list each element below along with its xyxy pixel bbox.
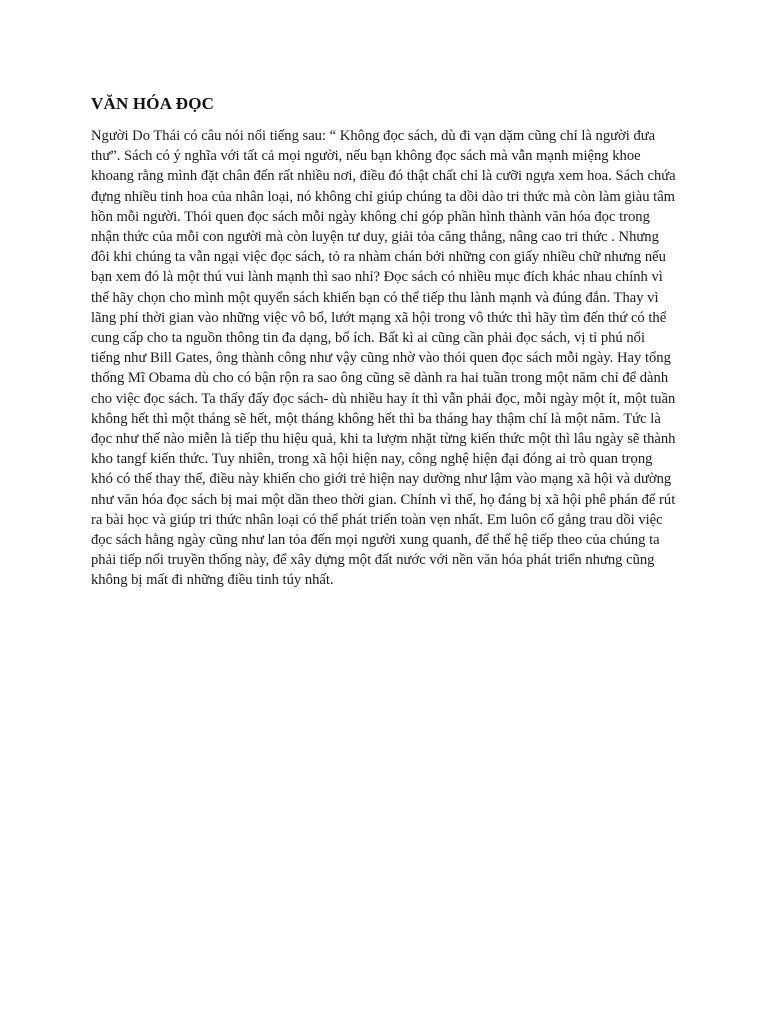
document-title: VĂN HÓA ĐỌC xyxy=(91,94,215,113)
document-body-paragraph: Người Do Thái có câu nói nổi tiếng sau: “ Không đọc sách, dù đi vạn dặm cũng chỉ là người đưa thư”. Sách có ý nghĩa với tất cả mọi người, nếu bạn không đọc sách mà vẫn mạnh miệng khoe khoang rằng mình đặt chân đến rất nhiều nơi, điều đó thật chất chỉ là cưỡi ngựa xem hoa. Sách chứa đựng nhiều tinh hoa của nhân loại, nó không chỉ giúp chúng ta dồi dào tri thức mà còn làm giàu tâm hồn mỗi người. Thói quen đọc sách mỗi ngày không chỉ góp phần hình thành văn hóa đọc trong nhận thức của mỗi con người mà còn luyện tư duy, giải tỏa căng thẳng, nâng cao tri thức . Nhưng đôi khi chúng ta vẫn ngại việc đọc sách, tỏ ra nhàm chán bởi những con giấy nhiều chữ nhưng nếu bạn xem đó là một thú vui lành mạnh thì sao nhỉ? Đọc sách có nhiều mục đích khác nhau chính vì thế hãy chọn cho mình một quyển sách khiến bạn có thể tiếp thu lành mạnh và đúng đắn. Thay vì lãng phí thời gian vào những việc vô bổ, lướt mạng xã hội trong vô thức thì hãy tìm đến thứ có thể cung cấp cho ta nguồn thông tin đa dạng, bổ ích. Bất kì ai cũng cần phải đọc sách, vị tỉ phú nổi tiếng như Bill Gates, ông thành công như vậy cũng nhờ vào thói quen đọc sách mỗi ngày. Hay tổng thống Mĩ Obama dù cho có bận rộn ra sao ông cũng sẽ dành ra hai tuần trong một năm chỉ để dành cho việc đọc sách. Ta thấy đấy đọc sách- dù nhiều hay ít thì vẫn phải đọc, mỗi ngày một ít, một tuần không hết thì một tháng sẽ hết, một tháng không hết thì ba tháng hay thậm chí là một năm. Tức là đọc như thế nào miễn là tiếp thu hiệu quả, khi ta lượm nhặt từng kiến thức một thì lâu ngày sẽ thành kho tangf kiến thức. Tuy nhiên, trong xã hội hiện nay, công nghệ hiện đại đóng ai trò quan trọng khó có thể thay thế, điều này khiến cho giới trẻ hiện nay dường như lậm vào mạng xã hội và dường như văn hóa đọc sách bị mai một dần theo thời gian. Chính vì thế, họ đáng bị xã hội phê phán để rút ra bài học và giúp tri thức nhân loại có thể phát triển toàn vẹn nhất. Em luôn cố gắng trau dồi việc đọc sách hằng ngày cũng như lan tỏa đến mọi người xung quanh, để thế hệ tiếp theo của chúng ta phải tiếp nối truyền thống này, để xây dựng một đất nước với nền văn hóa phát triển nhưng cũng không bị mất đi những điều tinh túy nhất. xyxy=(91,128,676,589)
